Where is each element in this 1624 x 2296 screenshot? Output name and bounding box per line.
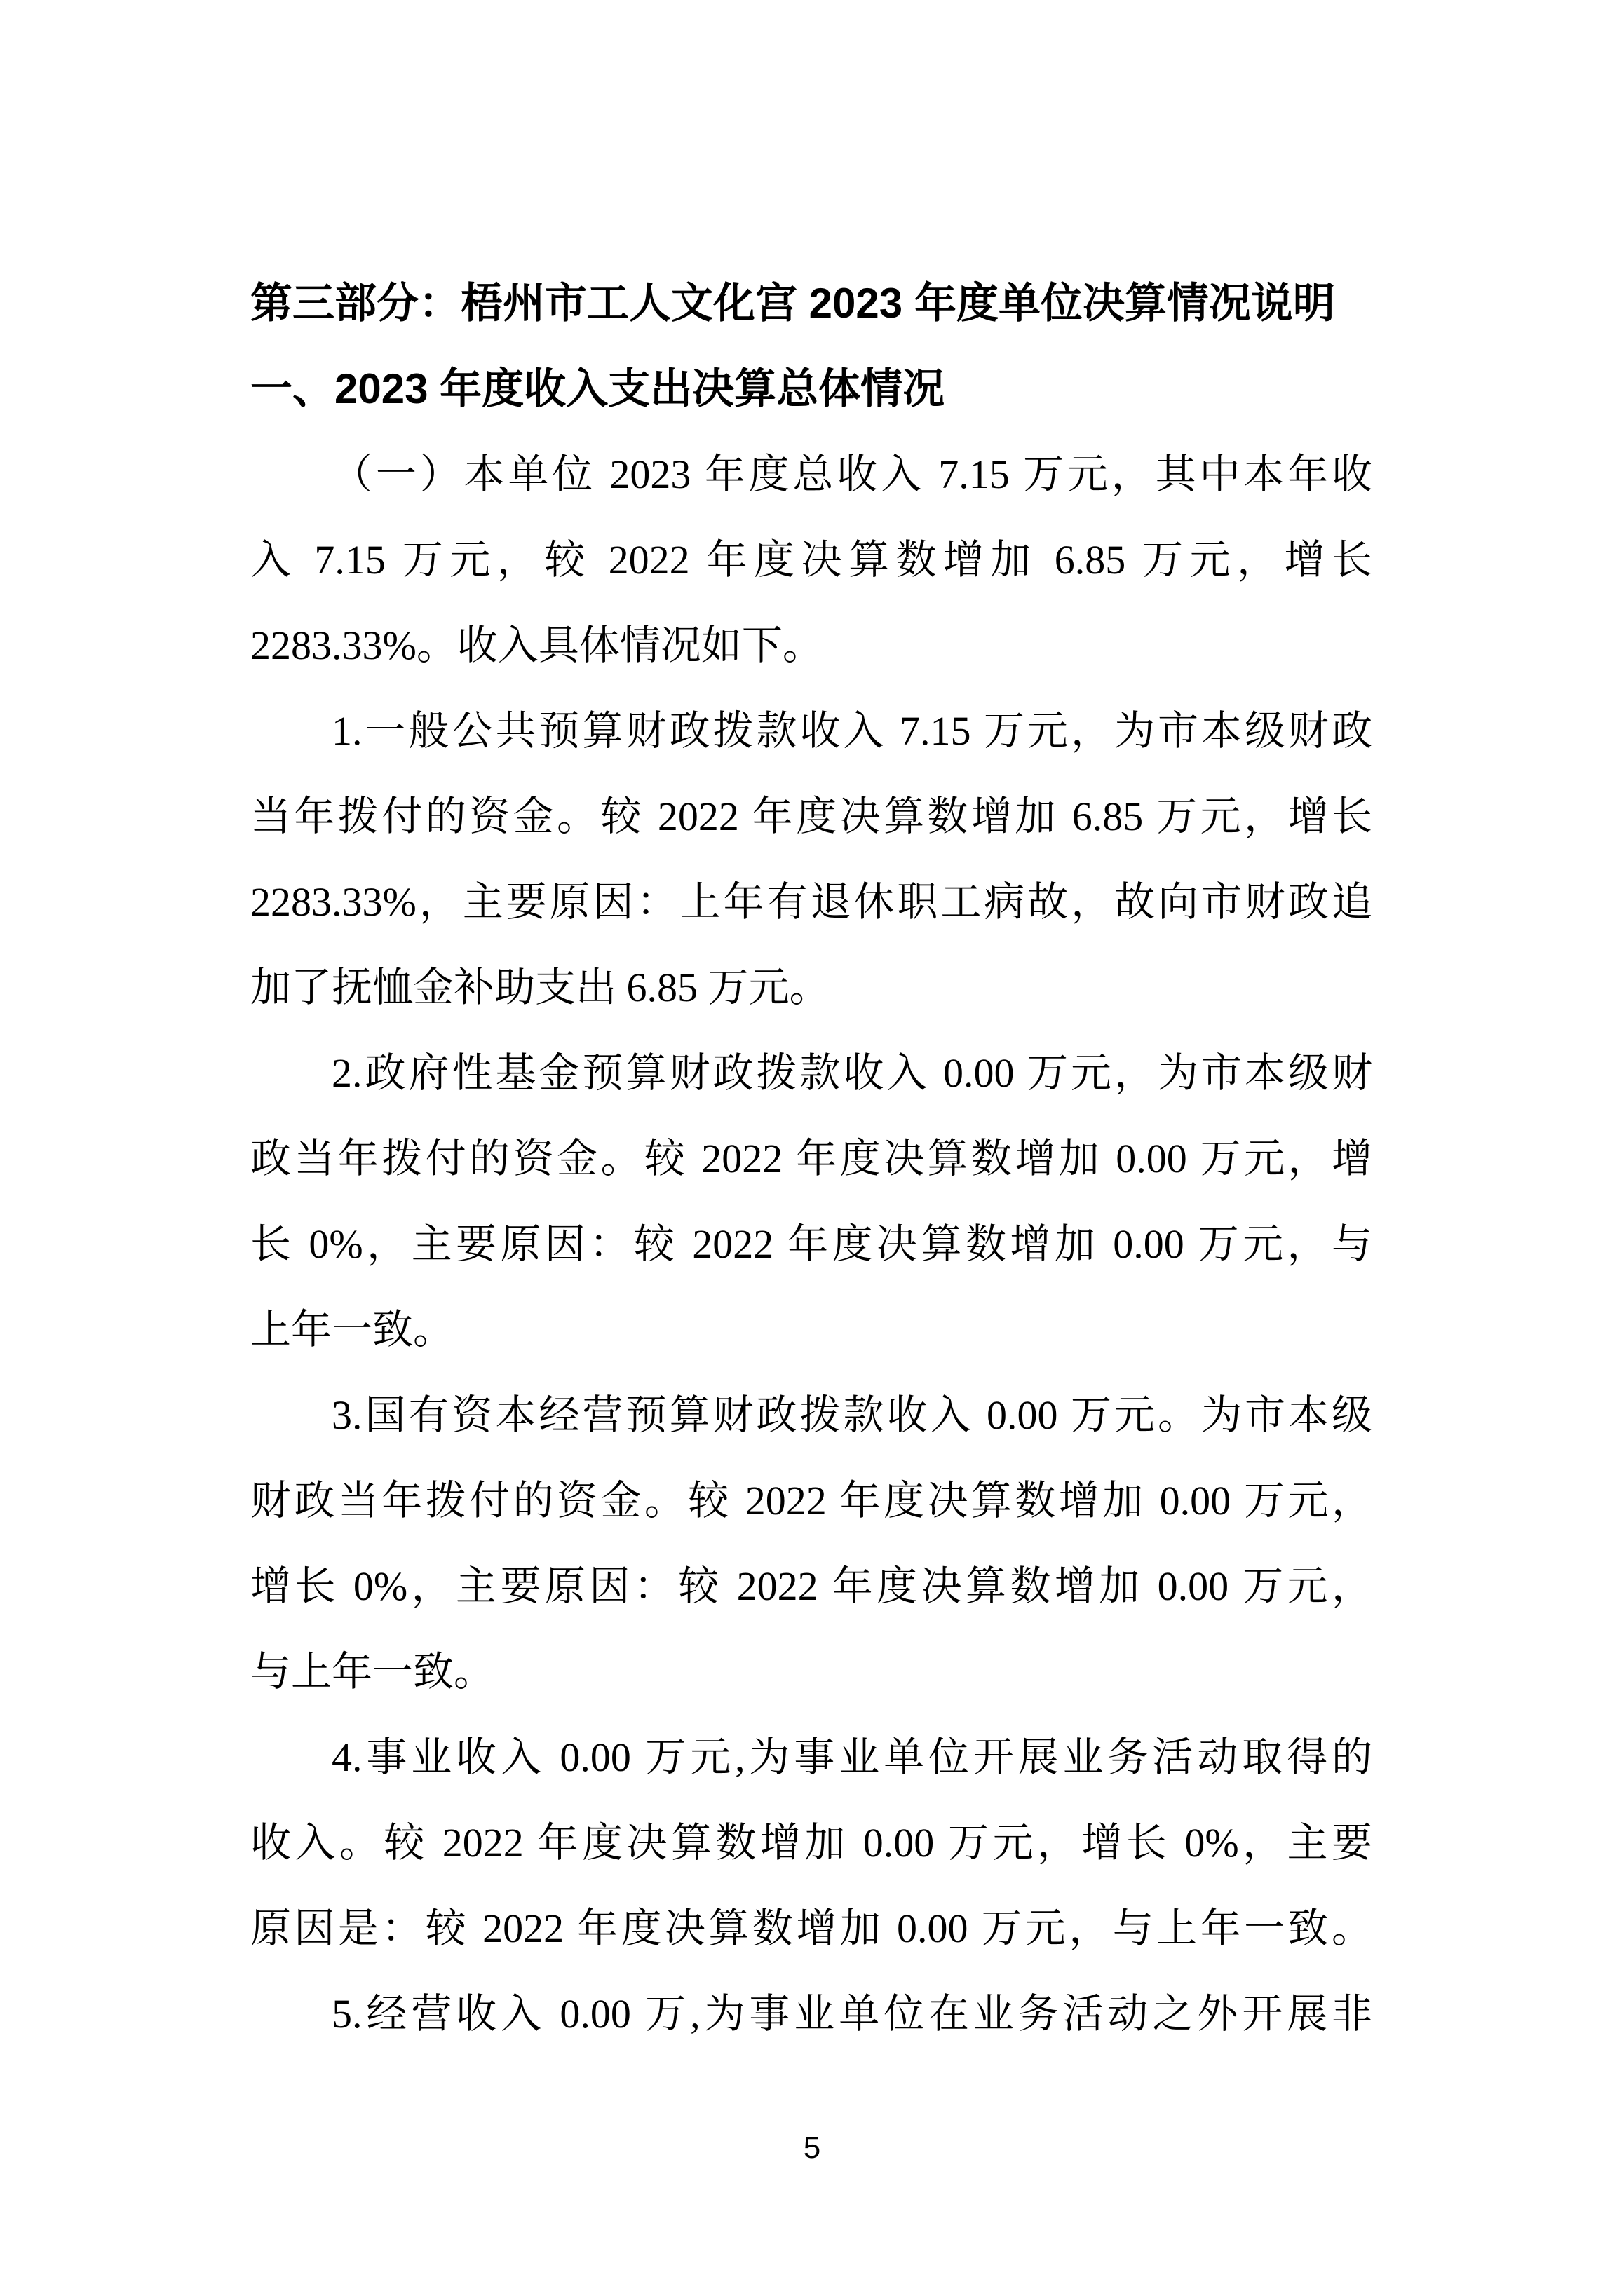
heading-section-overview: 一、2023 年度收入支出决算总体情况 [250, 365, 945, 412]
body-line: 原因是：较 2022 年度决算数增加 0.00 万元，与上年一致。 [250, 1906, 1372, 1951]
body-line: 收入。较 2022 年度决算数增加 0.00 万元，增长 0%，主要 [250, 1820, 1372, 1866]
body-line: 入 7.15 万元，较 2022 年度决算数增加 6.85 万元，增长 [250, 537, 1372, 583]
heading-part3-title: 第三部分：梧州市工人文化宫 2023 年度单位决算情况说明 [250, 280, 1335, 327]
body-line: 2283.33%。收入具体情况如下。 [250, 623, 823, 668]
body-line: 财政当年拨付的资金。较 2022 年度决算数增加 0.00 万元， [250, 1478, 1372, 1523]
body-line-item1: 1.一般公共预算财政拨款收入 7.15 万元，为市本级财政 [332, 708, 1372, 754]
body-line-item3: 3.国有资本经营预算财政拨款收入 0.00 万元。为市本级 [332, 1392, 1372, 1438]
body-line: （一）本单位 2023 年度总收入 7.15 万元，其中本年收 [332, 451, 1372, 497]
body-line: 长 0%，主要原因：较 2022 年度决算数增加 0.00 万元，与 [250, 1221, 1372, 1267]
body-line-item2: 2.政府性基金预算财政拨款收入 0.00 万元，为市本级财 [332, 1050, 1372, 1096]
body-line: 加了抚恤金补助支出 6.85 万元。 [250, 965, 830, 1010]
body-line-item5: 5.经营收入 0.00 万,为事业单位在业务活动之外开展非 [332, 1991, 1372, 2037]
body-line: 当年拨付的资金。较 2022 年度决算数增加 6.85 万元，增长 [250, 794, 1372, 839]
document-body [250, 261, 1372, 2057]
body-line: 政当年拨付的资金。较 2022 年度决算数增加 0.00 万元，增 [250, 1136, 1372, 1181]
body-line: 增长 0%，主要原因：较 2022 年度决算数增加 0.00 万元， [250, 1563, 1372, 1609]
body-line: 与上年一致。 [250, 1649, 495, 1694]
body-line: 2283.33%，主要原因：上年有退休职工病故，故向市财政追 [250, 879, 1372, 925]
page-number: 5 [803, 2131, 821, 2165]
body-line-item4: 4.事业收入 0.00 万元,为事业单位开展业务活动取得的 [332, 1734, 1372, 1780]
body-line: 上年一致。 [250, 1307, 454, 1352]
